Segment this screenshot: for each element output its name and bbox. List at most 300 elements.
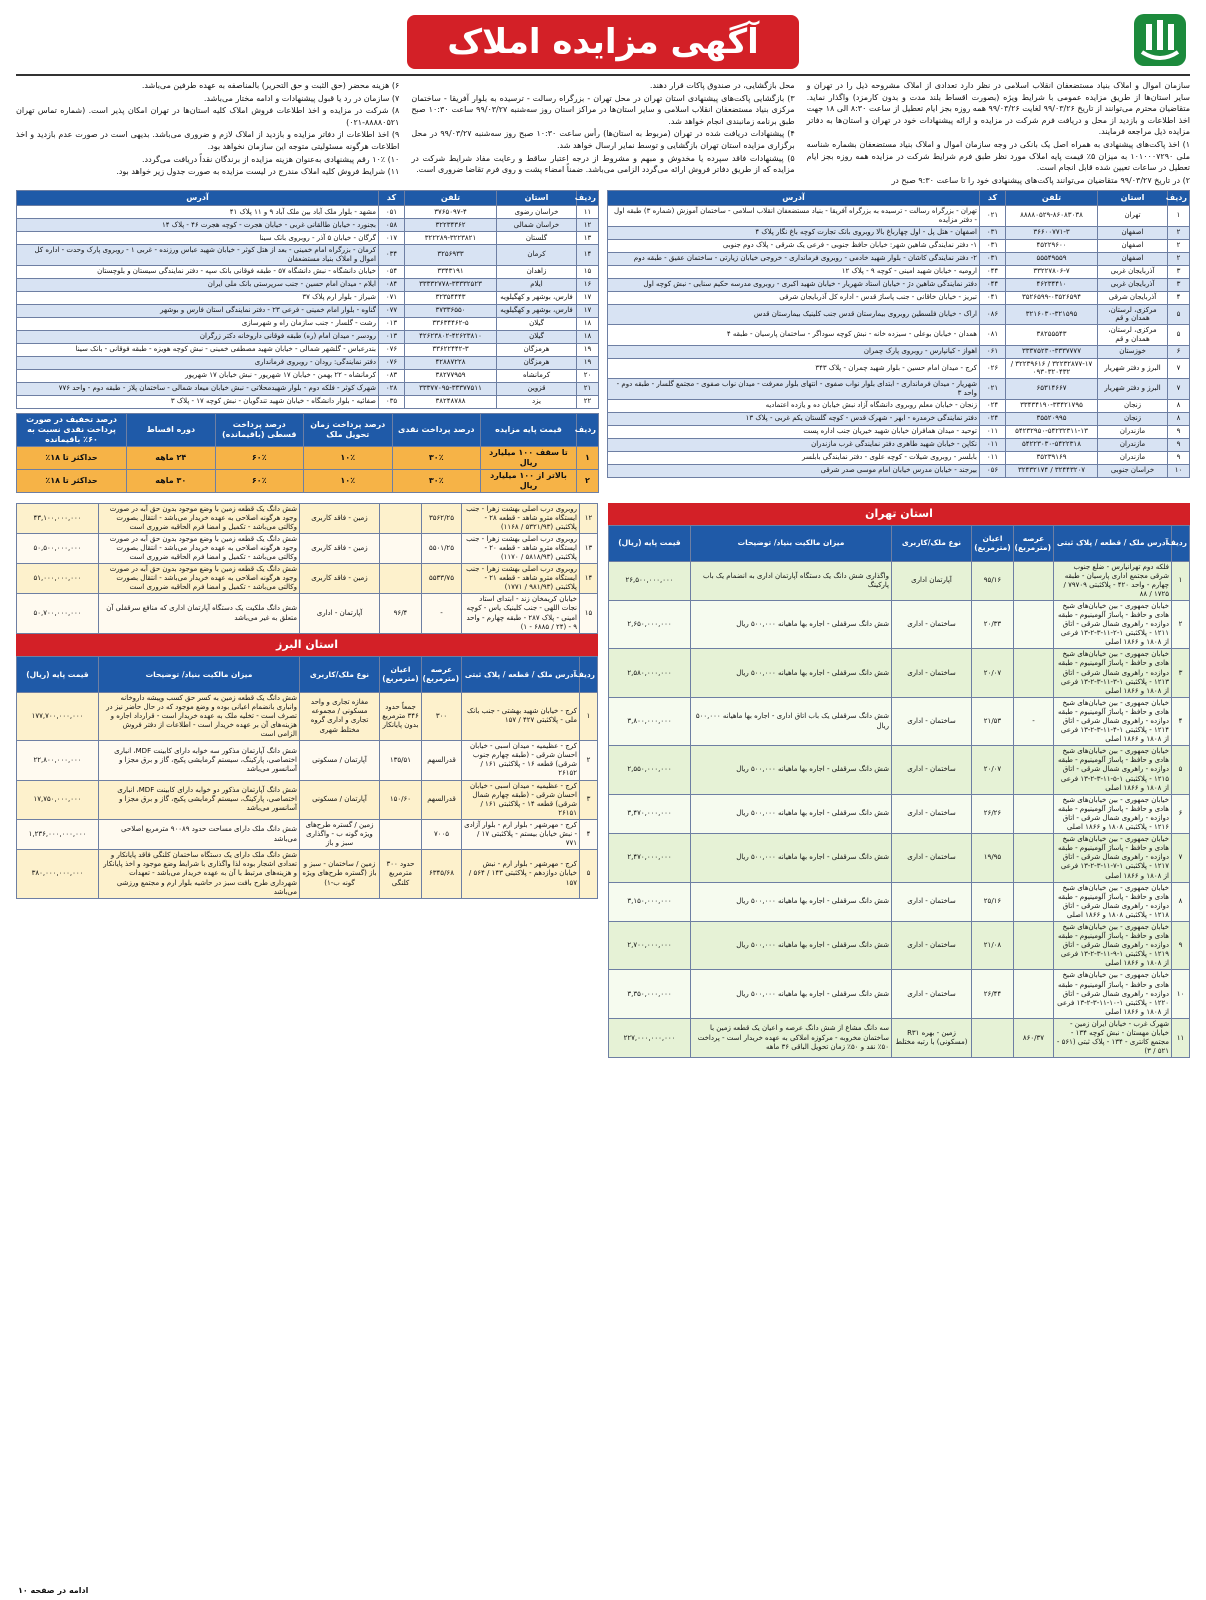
table-cell: ۵۵۰۱/۲۵: [422, 533, 462, 563]
column-header: تلفن: [1006, 191, 1098, 206]
table-cell: ۶۳۴۵/۶۸: [422, 850, 462, 898]
table-cell: ۳۸۲۴۸۷۸۸: [405, 395, 497, 408]
table-cell: ۳۸۲۵۵۵۴۳: [1006, 325, 1098, 346]
column-header: درصد تخفیف در صورت پرداخت نقدی نسبت به ۶۰٪ باقیمانده: [17, 413, 127, 446]
table-cell: زنجان: [1098, 399, 1168, 412]
table-cell: ساختمان - اداری: [892, 970, 972, 1018]
table-cell: [1014, 746, 1054, 794]
table-cell: ۲۰/۳۳: [972, 600, 1014, 648]
table-cell: ۱۵۰/۶۰: [380, 780, 422, 819]
table-cell: ۲۴ ماهه: [127, 446, 216, 469]
table-cell: جمعاً حدود ۳۴۶ مترمربع بدون پایانکار: [380, 692, 422, 740]
table-cell: [1014, 882, 1054, 921]
column-header: ردیف: [580, 656, 598, 692]
table-cell: تا سقف ۱۰۰ میلیارد ریال: [481, 446, 577, 469]
table-cell: ۲۲,۸۰۰,۰۰۰,۰۰۰: [17, 741, 99, 780]
intro-paragraph: ۶) هزینه محضر (حق الثبت و حق التحریر) بالمناصفه به عهده طرفین می‌باشد.: [141, 81, 400, 90]
table-cell: ۳۲۵۶۹۳۳: [405, 245, 497, 266]
table-cell: ۵۰,۷۰۰,۰۰۰,۰۰۰: [17, 594, 99, 633]
table-cell: آذربایجان غربی: [1098, 265, 1168, 278]
table-cell: [1014, 834, 1054, 882]
table-cell: ۱۰: [1168, 464, 1190, 477]
table-cell: ۲,۵۸۰,۰۰۰,۰۰۰: [609, 649, 691, 697]
table-cell: ساختمان - اداری: [892, 649, 972, 697]
table-cell: ۶: [1168, 345, 1190, 358]
table-cell: اصفهان: [1098, 239, 1168, 252]
table-cell: ساختمان - اداری: [892, 746, 972, 794]
table-cell: اهواز - کیانپارس - روبروی پارک چمران: [608, 345, 980, 358]
table-cell: ۲۱/۰۸: [972, 921, 1014, 969]
table-cell: فارس، بوشهر و کهگیلویه: [497, 304, 577, 317]
table-cell: ۱۷: [577, 304, 599, 317]
sales-offices: [16, 190, 1190, 493]
table-cell: ۴۲۸۸۷۲۲۸: [405, 356, 497, 369]
table-cell: خیابان جمهوری - بین خیابان‌های شیخ هادی و حافظ - پاساژ آلومینیوم - طبقه دوازده - راهروی شمال شرقی - اتاق ۱۲۲۰ - پلاکثبتی ۱-۱۰-۱۱-۳-۲-۱۳ فرعی از ۱۸۰۸ و ۱۸۶۶ اصلی: [1054, 970, 1172, 1018]
property-row: [609, 834, 1190, 882]
table-cell: ۵۵۵۴۹۵۵۹: [1006, 252, 1098, 265]
table-cell: اصفهان: [1098, 252, 1168, 265]
table-cell: شش دانگ سرقفلی یک باب اتاق اداری - اجاره بها ماهیانه ۵۰۰,۰۰۰ ریال: [691, 697, 892, 745]
table-cell: ۱۸: [577, 330, 599, 343]
table-cell: شیراز - بلوار ارم پلاک ۳۷: [17, 291, 379, 304]
table-cell: ۲۰: [577, 369, 599, 382]
table-cell: بندرعباس - گلشهر شمالی - خیابان شهید مصطفی خمینی - نبش کوچه هویزه - طبقه فوقانی - بانک سینا: [17, 343, 379, 356]
table-cell: ۳۳۳۷۷۰۹۵-۳۳۳۷۷۵۱۱: [405, 382, 497, 395]
table-cell: رشت - گلسار - جنب سازمان راه و شهرسازی: [17, 317, 379, 330]
table-cell: زمین - بهره R۳۱ (مسکونی) با رتبه مختلط: [892, 1018, 972, 1057]
table-cell: ۱: [577, 446, 599, 469]
table-cell: ۳۷۳۳۶۵۵۰: [405, 304, 497, 317]
column-header: قیمت پایه مزایده: [481, 413, 577, 446]
table-cell: ۳۵۲۳۹۱۶۹: [1006, 451, 1098, 464]
office-row: [608, 239, 1190, 252]
property-row: [17, 594, 598, 633]
table-cell: حدود ۳۰۰ مترمربع کلنگی: [380, 850, 422, 898]
table-cell: ۱۰٪: [304, 446, 393, 469]
table-cell: ۱۹/۹۵: [972, 834, 1014, 882]
property-row: [609, 697, 1190, 745]
table-cell: توحید - میدان همافران خیابان شهید خیریان جنب اداره پست: [608, 425, 980, 438]
table-cell: کرج - عظیمیه - میدان اسبی - خیابان احسان شرقی - (طبقه چهارم جنوب شرقی) قطعه ۱۶ - پلاکثبتی ۱۶۱ / ۲۶۱۵۲: [462, 741, 580, 780]
table-cell: ۹۶/۴: [380, 594, 422, 633]
table-cell: ۱۶: [577, 278, 599, 291]
table-cell: ۰۲۱: [980, 379, 1006, 400]
table-cell: ۱۷: [577, 291, 599, 304]
table-cell: اصفهان - هتل پل - اول چهارباغ بالا روبروی بانک تجارت کوچه باغ نگار پلاک ۴: [608, 226, 980, 239]
table-cell: آپارتمان / مسکونی: [300, 741, 380, 780]
table-cell: ۱۱: [1172, 1018, 1190, 1057]
table-cell: کرمانشاه - ۲۲ بهمن - خیابان ۱۷ شهریور - نبش خیابان ۱۷ شهریور: [17, 369, 379, 382]
table-cell: ۲: [1168, 252, 1190, 265]
table-cell: ۱۳: [577, 232, 599, 245]
continued-note: ادامه در صفحه ۱۰: [18, 1586, 89, 1595]
table-cell: شش دانگ ملک دارای یک دستگاه ساختمان کلنگی فاقد پایانکار و تعدادی اشجار بوده لذا واگذاری با شرایط وضع موجود و اخذ پایانکار و هزینه‌های مرتبط با آن به عهده خریدار می‌باشد - تعهدات شهرداری طرح بافت سبز در حاشیه بلوار ارم و مجتمع ورزشی می‌باشد: [99, 850, 300, 898]
office-row: [608, 278, 1190, 291]
table-cell: نکاپن - خیابان شهید طاهری دفتر نمایندگی غرب مازندران: [608, 438, 980, 451]
office-row: [17, 291, 599, 304]
table-cell: ۵: [1168, 325, 1190, 346]
table-cell: ۰۶۱: [980, 345, 1006, 358]
column-header: آدرس: [17, 191, 379, 206]
table-cell: [380, 564, 422, 594]
column-header: درصد پرداخت زمان تحویل ملک: [304, 413, 393, 446]
column-header: آدرس: [608, 191, 980, 206]
table-cell: ۳۳۳۷۵۲۳۰-۳۳۳۷۷۷۷: [1006, 345, 1098, 358]
intro-paragraph: ۲) در تاریخ ۹۹/۰۳/۲۷ متقاضیان می‌توانند پاکت‌های پیشنهادی خود را تا ساعت ۹:۳۰ صبح در: [891, 175, 1190, 185]
table-cell: ۰۵۸: [379, 219, 405, 232]
table-cell: خیابان دانشگاه - نبش دانشگاه ۵۷ - طبقه فوقانی بانک سپه - دفتر نمایندگی سیستان و بلوچستان: [17, 265, 379, 278]
property-row: [17, 850, 598, 898]
table-cell: ۶۰٪: [215, 446, 304, 469]
table-cell: ۳,۳۵۰,۰۰۰,۰۰۰: [609, 970, 691, 1018]
table-cell: -: [422, 594, 462, 633]
table-cell: ۴۳,۱۰۰,۰۰۰,۰۰۰: [17, 503, 99, 533]
table-cell: ۰۲۱: [980, 206, 1006, 227]
intro-paragraph: ۱) اخذ پاکت‌های پیشنهادی به همراه اصل یک بانکی در وجه سازمان اموال و املاک بنیاد مستضعفان بشماره شناسه ملی ۱۰۱۰۰۰۷۲۹۰ به میزان ۵٪ قیمت پایه املاک مورد نظر طبق فرم شرایط شرکت در مزایده همه روزه بجز ایام تعطیل در ساعات تعیین شده قابل انجام است.: [806, 139, 1190, 173]
table-cell: ۳۵۲۶۵۹۹-۰۳۵۲۶۵۹۴: [1006, 291, 1098, 304]
table-cell: ۲۶/۴۴: [972, 970, 1014, 1018]
table-cell: مغازه تجاری و واحد مسکونی / مجموعه تجاری و اداری گروه مختلط شهری: [300, 692, 380, 740]
table-cell: ۲: [580, 741, 598, 780]
table-cell: ۰۷۷: [379, 304, 405, 317]
alborz-table: [16, 656, 598, 899]
table-cell: ۰۱۱: [980, 425, 1006, 438]
table-cell: شش دانگ سرقفلی - اجاره بها ماهیانه ۵۰۰,۰۰۰ ریال: [691, 921, 892, 969]
office-row: [17, 382, 599, 395]
table-cell: ۳۶۶۰۰۷۷۱-۳: [1006, 226, 1098, 239]
table-cell: ۱: [580, 692, 598, 740]
offices-table-left: [16, 190, 599, 409]
tehran-continued-table: [16, 503, 598, 634]
left-sections: [16, 503, 598, 1059]
office-row: [608, 345, 1190, 358]
office-row: [608, 304, 1190, 325]
table-cell: ۲۰/۰۷: [972, 746, 1014, 794]
column-header: آدرس ملک / قطعه / پلاک ثبتی: [1054, 525, 1172, 561]
table-cell: خیابان جمهوری - بین خیابان‌های شیخ هادی و حافظ - پاساژ آلومینیوم - طبقه دوازده - راهروی شمال شرقی - اتاق ۱۲۱۱ - پلاکثبتی ۱-۲-۱۱-۳-۲-۱۳ فرعی از ۱۸۰۸ و ۱۸۶۶ اصلی: [1054, 600, 1172, 648]
table-cell: ۱۳۵/۵۱: [380, 741, 422, 780]
intro-paragraph: محل بازگشایی، در صندوق پاکات قرار دهند.: [649, 81, 795, 90]
table-cell: ۱: [1168, 206, 1190, 227]
table-cell: خیابان کریمخان زند - ابتدای استاد نجات اللهی - جنب کلینیک یاس - کوچه امینی - پلاک ۲۸۷ - طبقه چهارم - واحد ۹ - (۲۴ / ۶۸۸۵ - ۱): [462, 594, 580, 633]
table-cell: ۹۵/۱۶: [972, 561, 1014, 600]
table-cell: ۱۱: [577, 206, 599, 219]
table-cell: شش دانگ یک قطعه زمین با وضع موجود بدون حق آبه در صورت وجود هرگونه اصلاحی به عهده خریدار می‌باشد - انتقال بصورت وکالتی می‌باشد - تکمیل و امضا فرم الحاقیه ضروری است: [99, 503, 300, 533]
table-cell: ۳۰۰: [422, 692, 462, 740]
table-cell: -: [1014, 697, 1054, 745]
table-cell: ۱,۲۳۶,۰۰۰,۰۰۰,۰۰۰: [17, 819, 99, 849]
table-cell: ۴: [1168, 291, 1190, 304]
table-cell: ۵: [1172, 746, 1190, 794]
table-cell: ۲۶,۵۰۰,۰۰۰,۰۰۰: [609, 561, 691, 600]
table-cell: [1014, 649, 1054, 697]
terms-row: [17, 446, 599, 469]
column-header: قیمت پایه (ریال): [609, 525, 691, 561]
table-cell: ۱۷,۷۵۰,۰۰۰,۰۰۰: [17, 780, 99, 819]
table-cell: ۲۱/۵۳: [972, 697, 1014, 745]
property-row: [609, 970, 1190, 1018]
table-cell: کرج - خیابان شهید بهشتی - جنب بانک ملی - پلاکثبتی ۴۲۷ / ۱۵۷: [462, 692, 580, 740]
property-row: [609, 649, 1190, 697]
office-row: [608, 325, 1190, 346]
table-cell: ۵۴۲۳۲۹۵۰-۵۴۲۳۲۳۱۱-۱۳: [1006, 425, 1098, 438]
table-cell: رودسر - میدان امام (ره) طبقه فوقانی داروخانه دکتر زرگران: [17, 330, 379, 343]
table-cell: خراسان رضوی: [497, 206, 577, 219]
office-row: [608, 425, 1190, 438]
table-cell: البرز و دفتر شهریار: [1098, 379, 1168, 400]
table-cell: ۱۷۷,۷۰۰,۰۰۰,۰۰۰: [17, 692, 99, 740]
office-row: [17, 206, 599, 219]
table-cell: ۳,۱۵۰,۰۰۰,۰۰۰: [609, 882, 691, 921]
property-row: [17, 692, 598, 740]
table-cell: ۲۰/۰۷: [972, 649, 1014, 697]
table-cell: قدرالسهم: [422, 741, 462, 780]
office-row: [17, 278, 599, 291]
table-cell: ۱۲: [577, 219, 599, 232]
table-cell: ساختمان - اداری: [892, 882, 972, 921]
tehran-section: [608, 503, 1190, 1059]
payment-terms-table: [16, 413, 599, 493]
table-cell: ۲: [577, 469, 599, 492]
column-header: عرصه (مترمربع): [1014, 525, 1054, 561]
table-cell: [380, 503, 422, 533]
foundation-logo-icon: [1132, 12, 1188, 68]
table-cell: قدرالسهم: [422, 780, 462, 819]
table-cell: ساختمان - اداری: [892, 794, 972, 833]
column-header: ردیف: [1168, 191, 1190, 206]
table-cell: ۳۲۴۴۳۲۰۷ / ۳۲۴۳۲۱۷۴: [1006, 464, 1098, 477]
table-cell: واگذاری شش دانگ یک دستگاه آپارتمان اداری به انضمام یک باب پارکینگ: [691, 561, 892, 600]
table-cell: زمین / گستره طرح‌های ویژه گونه ب - واگذاری سبز و باز: [300, 819, 380, 849]
column-header: نوع ملک/کاربری: [892, 525, 972, 561]
table-cell: ۳۵۵۲۰۹۹۵: [1006, 412, 1098, 425]
table-cell: [1014, 600, 1054, 648]
table-cell: مرکزی، لرستان، همدان و قم: [1098, 325, 1168, 346]
table-cell: یزد: [497, 395, 577, 408]
table-cell: ۰۴۴: [980, 278, 1006, 291]
property-row: [17, 780, 598, 819]
table-cell: ۳: [1172, 649, 1190, 697]
table-cell: ۰۸۱: [980, 325, 1006, 346]
table-cell: ساختمان - اداری: [892, 834, 972, 882]
section-title-tehran: استان تهران: [608, 503, 1190, 525]
table-cell: شش دانگ سرقفلی - اجاره بها ماهیانه ۵۰۰,۰۰۰ ریال: [691, 600, 892, 648]
table-cell: ساختمان - اداری: [892, 921, 972, 969]
table-cell: مرکزی، لرستان، همدان و قم: [1098, 304, 1168, 325]
table-cell: ۳۳۴۳۱۹۱: [405, 265, 497, 278]
table-cell: ۱: [1172, 561, 1190, 600]
column-header: اعیان (مترمربع): [972, 525, 1014, 561]
intro-paragraph: ۱۰) ۱۰٪ رقم پیشنهادی به‌عنوان هزینه مزایده از برندگان نقداً دریافت می‌گردد.: [141, 154, 400, 164]
table-cell: ۳۵۶۲/۲۵: [422, 503, 462, 533]
table-cell: قزوین: [497, 382, 577, 395]
intro-column-left: [16, 80, 399, 186]
table-cell: ارومیه - خیابان شهید امینی - کوچه ۹ - پلاک ۱۲: [608, 265, 980, 278]
property-row: [17, 533, 598, 563]
table-cell: شهریار - میدان فرمانداری - ابتدای بلوار نواب صفوی - انتهای بلوار معرفت - میدان نواب صفوی - مجتمع گلسار - طبقه دوم - واحد ۳: [608, 379, 980, 400]
table-cell: آپارتمان - اداری: [300, 594, 380, 633]
table-cell: شهرک کوثر - فلکه دوم - بلوار شهیدمحلاتی - نبش خیابان میعاد شمالی - ساختمان پلاز - طبقه دوم - واحد ۷۷۶: [17, 382, 379, 395]
property-row: [17, 819, 598, 849]
table-cell: ۰۲۶: [980, 358, 1006, 379]
table-cell: [380, 819, 422, 849]
table-cell: فلکه دوم تهرانپارس - ضلع جنوب شرقی مجتمع اداری پارسیان - طبقه چهارم - واحد ۴۲۰ - پلاکثبتی ۷۹۷۰۹ / ۱۷۲۵ / ۸۸: [1054, 561, 1172, 600]
table-cell: شش دانگ آپارتمان مذکور دو خوابه دارای کابینت MDF، انباری اختصاصی، پارکینگ، سیستم گرمایشی پکیج، گاز و برق مجزا و آسانسور می‌باشد: [99, 780, 300, 819]
table-cell: ۳۳۶۲۲۴۴۲-۳: [405, 343, 497, 356]
table-cell: کرج - مهرشهر - بلوار ارم - نبش خیابان دوازدهم - پلاکثبتی ۱۴۳ / ۵۶۴ / ۱۵۷: [462, 850, 580, 898]
column-header: قیمت پایه (ریال): [17, 656, 99, 692]
table-cell: ۳۲۱۶۰۳۰-۳۲۱۵۹۵: [1006, 304, 1098, 325]
office-row: [17, 356, 599, 369]
table-cell: ۳۸۲۷۷۹۵۹: [405, 369, 497, 382]
table-cell: ۴۵۲۲۹۶۰۰: [1006, 239, 1098, 252]
table-cell: ۰۵۶: [980, 464, 1006, 477]
table-cell: ۲۲۷,۰۰۰,۰۰۰,۰۰۰: [609, 1018, 691, 1057]
table-cell: گلستان: [497, 232, 577, 245]
table-cell: البرز و دفتر شهریار: [1098, 358, 1168, 379]
table-cell: ۳: [1168, 278, 1190, 291]
table-cell: ۰۱۳: [379, 317, 405, 330]
table-cell: بیرجند - خیابان مدرس خیابان امام موسی صدر شرقی: [608, 464, 980, 477]
table-cell: [1014, 561, 1054, 600]
office-row: [608, 464, 1190, 477]
table-cell: ۲- دفتر نمایندگی کاشان - بلوار شهید خادمی - روبروی فرمانداری - خروجی خیابان زیارتی - ساختمان عقیق - طبقه دوم: [608, 252, 980, 265]
table-cell: ۵: [1168, 304, 1190, 325]
column-header: دوره اقساط: [127, 413, 216, 446]
table-cell: شش دانگ سرقفلی - اجاره بها ماهیانه ۵۰۰,۰۰۰ ریال: [691, 794, 892, 833]
table-cell: ۵۴۲۲۳۰۳۰-۵۴۲۲۳۱۸: [1006, 438, 1098, 451]
table-cell: ۲۱: [577, 382, 599, 395]
property-row: [609, 1018, 1190, 1057]
table-cell: کرج - عظیمیه - میدان اسبی - خیابان احسان شرقی - (طبقه چهارم شمال شرقی) قطعه ۱۴ - پلاکثبتی ۱۶۱ / ۲۶۱۵۱: [462, 780, 580, 819]
table-cell: ۳۷۶۵۰۹۷-۴: [405, 206, 497, 219]
table-cell: ۱۵: [577, 265, 599, 278]
table-cell: شش دانگ یک قطعه زمین به کسر حق کسب وپیشه داروخانه وانباری بانضمام اعیانی بوده و وضع موجود که در حال حاضر نیز در تصرف است - تخلیه ملک به عهده خریدار است - قرارداد اجاره و هزینه‌های آن بر عهده خریدار است - اطلاعات از دفتر فروش الزامی است: [99, 692, 300, 740]
table-cell: مشهد - بلوار ملک آباد بین ملک آباد ۹ و ۱۱ پلاک ۴۱: [17, 206, 379, 219]
tehran-table: [608, 525, 1190, 1059]
office-row: [608, 412, 1190, 425]
table-cell: مازندران: [1098, 425, 1168, 438]
intro-paragraph: ۵) پیشنهادات فاقد سپرده یا مخدوش و مبهم و مشروط از درجه اعتبار ساقط و رعایت مفاد شرایط شرکت در مزایده که از طریق دفاتر فروش ارائه می‌گردد الزامی می‌باشد. ضمناً امضاء پشت و روی فرم تقاضا ضروری است.: [411, 153, 795, 175]
table-cell: ۱- دفتر نمایندگی شاهین شهر: خیابان حافظ جنوبی - فرعی یک شرقی - پلاک دوم جنوبی: [608, 239, 980, 252]
table-cell: خیابان جمهوری - بین خیابان‌های شیخ هادی و حافظ - پاساژ آلومینیوم - طبقه دوازده - راهروی شمال شرقی - اتاق ۱۲۱۹ - پلاکثبتی ۱-۹-۱۱-۳-۲-۱۳ فرعی از ۱۸۰۸ و ۱۸۶۶ اصلی: [1054, 921, 1172, 969]
table-cell: ۱۸: [577, 317, 599, 330]
table-cell: تهران - بزرگراه رسالت - ترسیده به بزرگراه آفریقا - بنیاد مستضعفان انقلاب اسلامی - ساختمان آموزش (شماره ۳) طبقه اول - دفتر مزایده: [608, 206, 980, 227]
table-cell: ۴۲۶۲۳۸۰۲-۴۲۶۲۳۸۱۰: [405, 330, 497, 343]
column-header: ردیف: [577, 191, 599, 206]
intro-paragraph: ۷) سازمان در رد یا قبول پیشنهادات و ادامه مختار می‌باشد.: [203, 93, 400, 103]
table-cell: مازندران: [1098, 451, 1168, 464]
table-cell: ۰۵۱: [379, 206, 405, 219]
table-cell: گیلان: [497, 317, 577, 330]
table-cell: ۴۶۲۳۴۴۱۰: [1006, 278, 1098, 291]
table-cell: ۸: [1172, 882, 1190, 921]
office-row: [17, 395, 599, 408]
table-cell: ایلام: [497, 278, 577, 291]
table-cell: ۲: [1172, 600, 1190, 648]
table-cell: ۳۲۳۵۴۴۴۳: [405, 291, 497, 304]
table-cell: زاهدان: [497, 265, 577, 278]
table-cell: ۵۵۳۳/۷۵: [422, 564, 462, 594]
table-cell: شش دانگ سرقفلی - اجاره بها ماهیانه ۵۰۰,۰۰۰ ریال: [691, 970, 892, 1018]
table-cell: ۰۳۱: [980, 252, 1006, 265]
table-cell: ۰۳۱: [980, 226, 1006, 239]
table-cell: ۳۲۲۳۲۸۷۷-۱۷ / ۳۲۲۳۹۶۱۶ / ۰۹۳۰۳۲۰۴۳۲: [1006, 358, 1098, 379]
office-row: [608, 252, 1190, 265]
table-cell: ۳۰٪: [392, 446, 481, 469]
table-cell: ۲,۶۵۰,۰۰۰,۰۰۰: [609, 600, 691, 648]
column-header: میزان مالکیت بنیاد/ توضیحات: [691, 525, 892, 561]
table-cell: زمین / ساختمان - سبز و باز (گستره طرح‌های ویژه گونه ب-۱): [300, 850, 380, 898]
property-row: [609, 882, 1190, 921]
terms-row: [17, 469, 599, 492]
table-cell: ۶: [1172, 794, 1190, 833]
table-cell: ۷: [1168, 358, 1190, 379]
table-cell: ۱۴: [580, 564, 598, 594]
table-cell: فارس، بوشهر و کهگیلویه: [497, 291, 577, 304]
column-header: اعیان (مترمربع): [380, 656, 422, 692]
table-cell: ۳۲۲۲۸۹-۳۲۲۳۸۲۱: [405, 232, 497, 245]
table-cell: ۰۷۶: [379, 343, 405, 356]
table-cell: ۱۰: [1172, 970, 1190, 1018]
table-cell: کرمان: [497, 245, 577, 266]
intro-column-middle: [411, 80, 794, 186]
table-cell: تبریز - خیابان خاقانی - جنب پاساژ قدس - اداره کل آذربایجان شرقی: [608, 291, 980, 304]
table-cell: آپارتمان / مسکونی: [300, 780, 380, 819]
table-cell: زنجان - خیابان معلم روبروی دانشگاه آزاد نبش خیابان ده و یازده اعتمادیه: [608, 399, 980, 412]
table-cell: روبروی درب اصلی بهشت زهرا - جنب ایستگاه مترو شاهد - قطعه ۲۰ - پلاکثبتی (۵۸۱۸/۹۳ / ۱۱۷۰): [462, 533, 580, 563]
table-cell: مازندران: [1098, 438, 1168, 451]
table-cell: دفتر نمایندگی خرمدره - ابهر - شهرک قدس - کوچه گلستان یکم غربی - پلاک ۱۳: [608, 412, 980, 425]
intro-paragraph: ۹) اخذ اطلاعات از دفاتر مزایده و بازدید از املاک لازم و ضروری می‌باشد. بدیهی است در صورت عدم بازدید و اخذ اطلاعات هرگونه مسئولیتی متوجه این سازمان نخواهد بود.: [16, 130, 400, 151]
table-cell: ۳۸۰,۰۰۰,۰۰۰,۰۰۰: [17, 850, 99, 898]
table-cell: ۰۷۱: [379, 291, 405, 304]
table-cell: اراک - خیابان فلسطین روبروی بیمارستان قدس جنب کلینیک بیمارستان قدس: [608, 304, 980, 325]
table-cell: شش دانگ آپارتمان مذکور سه خوابه دارای کابینت MDF، انباری اختصاصی، پارکینگ، سیستم گرمایشی پکیج، گاز و برق مجزا و آسانسور می‌باشد: [99, 741, 300, 780]
office-row: [17, 245, 599, 266]
table-cell: ۷: [1168, 379, 1190, 400]
table-cell: ۲: [1168, 226, 1190, 239]
property-row: [609, 561, 1190, 600]
table-cell: ۰۴۴: [980, 265, 1006, 278]
table-cell: خیابان جمهوری - بین خیابان‌های شیخ هادی و حافظ - پاساژ آلومینیوم - طبقه دوازده - راهروی شمال شرقی - اتاق ۱۲۱۷ - پلاکثبتی ۱-۷-۱۱-۳-۲-۱۳ فرعی از ۱۸۰۸ و ۱۸۶۶ اصلی: [1054, 834, 1172, 882]
table-cell: ۵۱,۰۰۰,۰۰۰,۰۰۰: [17, 564, 99, 594]
intro-paragraph: سازمان اموال و املاک بنیاد مستضعفان انقلاب اسلامی در نظر دارد تعدادی از املاک مشروحه ذیل را در تهران و سایر استان‌ها از طریق مزایده عمومی با شرایط ویژه (بصورت اقساط بلند مدت و بدون کارمزد) واگذار نماید. متقاضیان محترم می‌توانند از تاریخ ۹۹/۰۳/۲۶ لغایت ۹۹/۰۳/۲۶ همه روزه بجز ایام تعطیل از ساعت ۸:۳۰ الی ۱۸ جهت اخذ اطلاعات و بازدید از محل و دریافت فرم شرکت در مزایده و ارائه پیشنهادات خود در تهران و استان‌ها به دفاتر مزایده ذیل مراجعه فرمایند.: [806, 81, 1190, 137]
office-row: [17, 369, 599, 382]
table-cell: ۰۳۴: [379, 245, 405, 266]
office-row: [608, 451, 1190, 464]
table-cell: ۷: [1172, 834, 1190, 882]
table-cell: ۳۳۲۲۷۸۰۶-۷: [1006, 265, 1098, 278]
table-cell: ۳,۴۷۰,۰۰۰,۰۰۰: [609, 794, 691, 833]
table-cell: کرمانشاه: [497, 369, 577, 382]
table-cell: ۳: [1168, 265, 1190, 278]
office-row: [608, 438, 1190, 451]
property-row: [17, 741, 598, 780]
table-cell: ۰۴۱: [980, 291, 1006, 304]
table-cell: ۰۱۳: [379, 330, 405, 343]
table-cell: هرمزگان: [497, 343, 577, 356]
table-cell: ۱۴: [577, 245, 599, 266]
ad-title: آگهی مزایده املاک: [407, 15, 799, 70]
table-cell: ۳۳۴۳۴۱۹۰-۳۳۴۲۱۷۹۵: [1006, 399, 1098, 412]
property-row: [17, 564, 598, 594]
table-cell: شش دانگ سرقفلی - اجاره بها ماهیانه ۵۰۰,۰۰۰ ریال: [691, 649, 892, 697]
section-title-alborz: استان البرز: [16, 634, 598, 656]
table-cell: ۰۸۴: [379, 278, 405, 291]
table-cell: شش دانگ ملکیت یک دستگاه آپارتمان اداری که منافع سرقفلی آن متعلق به غیر می‌باشد: [99, 594, 300, 633]
table-cell: ۰۳۵: [379, 395, 405, 408]
